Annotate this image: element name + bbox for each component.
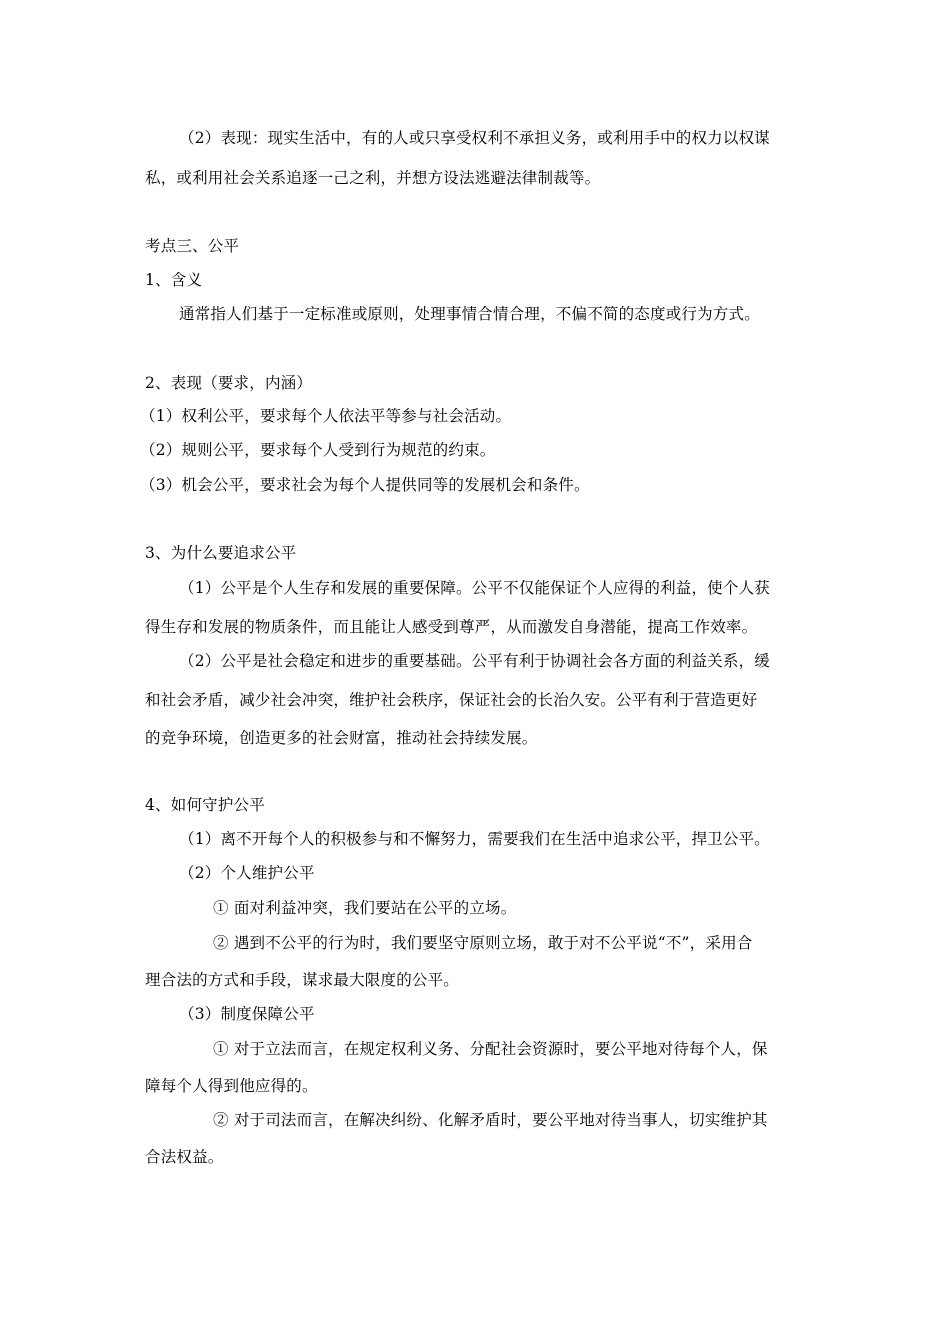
text-line: （2）公平是社会稳定和进步的重要基础。公平有利于协调社会各方面的利益关系，缓 [179, 652, 770, 670]
text-line: 障每个人得到他应得的。 [145, 1077, 318, 1095]
subsection-heading: 2、表现（要求，内涵） [145, 374, 313, 392]
text-line: ① 对于立法而言，在规定权利义务、分配社会资源时，要公平地对待每个人，保 [213, 1040, 768, 1058]
subsection-heading: 3、为什么要追求公平 [145, 544, 297, 562]
text-line: 通常指人们基于一定标准或原则，处理事情合情合理，不偏不简的态度或行为方式。 [179, 305, 760, 323]
text-line: （2）表现：现实生活中，有的人或只享受权利不承担义务，或利用手中的权力以权谋 [179, 129, 770, 147]
text-line: ② 对于司法而言，在解决纠纷、化解矛盾时，要公平地对待当事人，切实维护其 [213, 1111, 768, 1129]
text-line: （2）个人维护公平 [179, 864, 315, 882]
text-line: 得生存和发展的物质条件，而且能让人感受到尊严，从而激发自身潜能，提高工作效率。 [145, 618, 758, 636]
text-line: （1）权利公平，要求每个人依法平等参与社会活动。 [140, 407, 512, 425]
subsection-heading: 1、含义 [145, 271, 203, 289]
text-line: （3）机会公平，要求社会为每个人提供同等的发展机会和条件。 [140, 476, 590, 494]
text-line: （2）规则公平，要求每个人受到行为规范的约束。 [140, 441, 496, 459]
text-line: 理合法的方式和手段，谋求最大限度的公平。 [145, 971, 460, 989]
text-line: 和社会矛盾，减少社会冲突，维护社会秩序，保证社会的长治久安。公平有利于营造更好 [145, 691, 758, 709]
text-line: 合法权益。 [145, 1148, 224, 1166]
text-line: ② 遇到不公平的行为时，我们要坚守原则立场，敢于对不公平说“不”，采用合 [213, 934, 753, 952]
text-line: ① 面对利益冲突，我们要站在公平的立场。 [213, 899, 517, 917]
text-line: （1）离不开每个人的积极参与和不懈努力，需要我们在生活中追求公平，捍卫公平。 [179, 830, 770, 848]
section-heading: 考点三、公平 [145, 237, 240, 255]
text-line: 私，或利用社会关系追逐一己之利，并想方设法逃避法律制裁等。 [145, 169, 601, 187]
text-line: （3）制度保障公平 [179, 1005, 315, 1023]
subsection-heading: 4、如何守护公平 [145, 796, 265, 814]
text-line: 的竞争环境，创造更多的社会财富，推动社会持续发展。 [145, 729, 538, 747]
text-line: （1）公平是个人生存和发展的重要保障。公平不仅能保证个人应得的利益，使个人获 [179, 579, 770, 597]
